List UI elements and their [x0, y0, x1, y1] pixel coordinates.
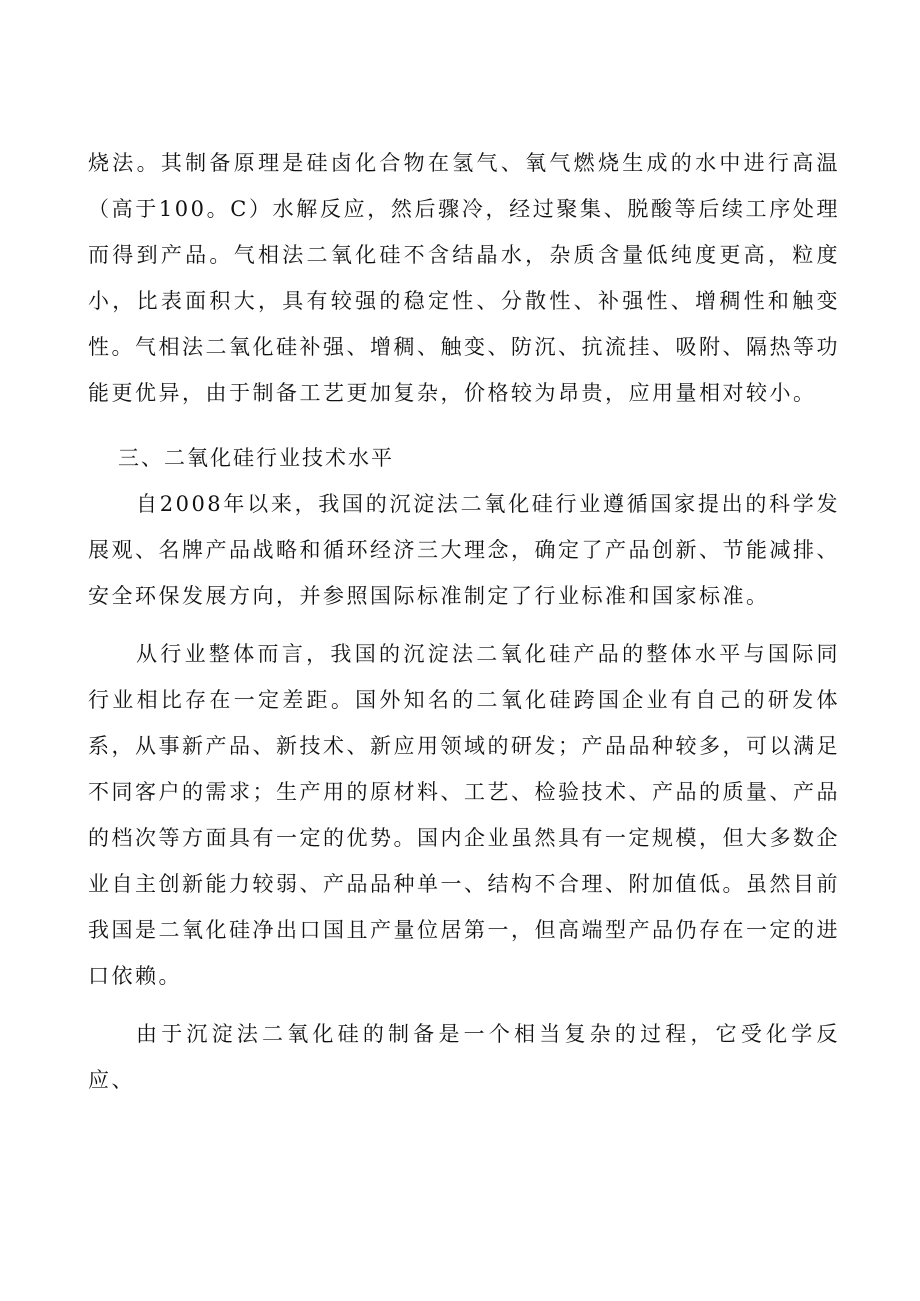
paragraph-precipitation-process: 由于沉淀法二氧化硅的制备是一个相当复杂的过程，它受化学反应、: [88, 1022, 840, 1092]
paragraph-since-2008: 自2008年以来，我国的沉淀法二氧化硅行业遵循国家提出的科学发展观、名牌产品战略和循环经济三大理念，确定了产品创新、节能减排、安全环保发展方向，并参照国际标准制定了行业标准和国家标准。: [88, 492, 840, 608]
document-body: [88, 140, 840, 1103]
section-heading: 三、二氧化硅行业技术水平: [118, 446, 394, 470]
paragraph-continued: 烧法。其制备原理是硅卤化合物在氢气、氧气燃烧生成的水中进行高温（高于100。C）水解反应，然后骤冷，经过聚集、脱酸等后续工序处理而得到产品。气相法二氧化硅不含结晶水，杂质含量低纯度更高，粒度小，比表面积大，具有较强的稳定性、分散性、补强性、增稠性和触变性。气相法二氧化硅补强、增稠、触变、防沉、抗流挂、吸附、隔热等功能更优异，由于制备工艺更加复杂，价格较为昂贵，应用量相对较小。: [88, 151, 840, 405]
paragraph-industry-overall: 从行业整体而言，我国的沉淀法二氧化硅产品的整体水平与国际同行业相比存在一定差距。国外知名的二氧化硅跨国企业有自己的研发体系，从事新产品、新技术、新应用领域的研发；产品品种较多，可以满足不同客户的需求；生产用的原材料、工艺、检验技术、产品的质量、产品的档次等方面具有一定的优势。国内企业虽然具有一定规模，但大多数企业自主创新能力较弱、产品品种单一、结构不合理、附加值低。虽然目前我国是二氧化硅净出口国且产量位居第一，但高端型产品仍存在一定的进口依赖。: [88, 642, 840, 988]
